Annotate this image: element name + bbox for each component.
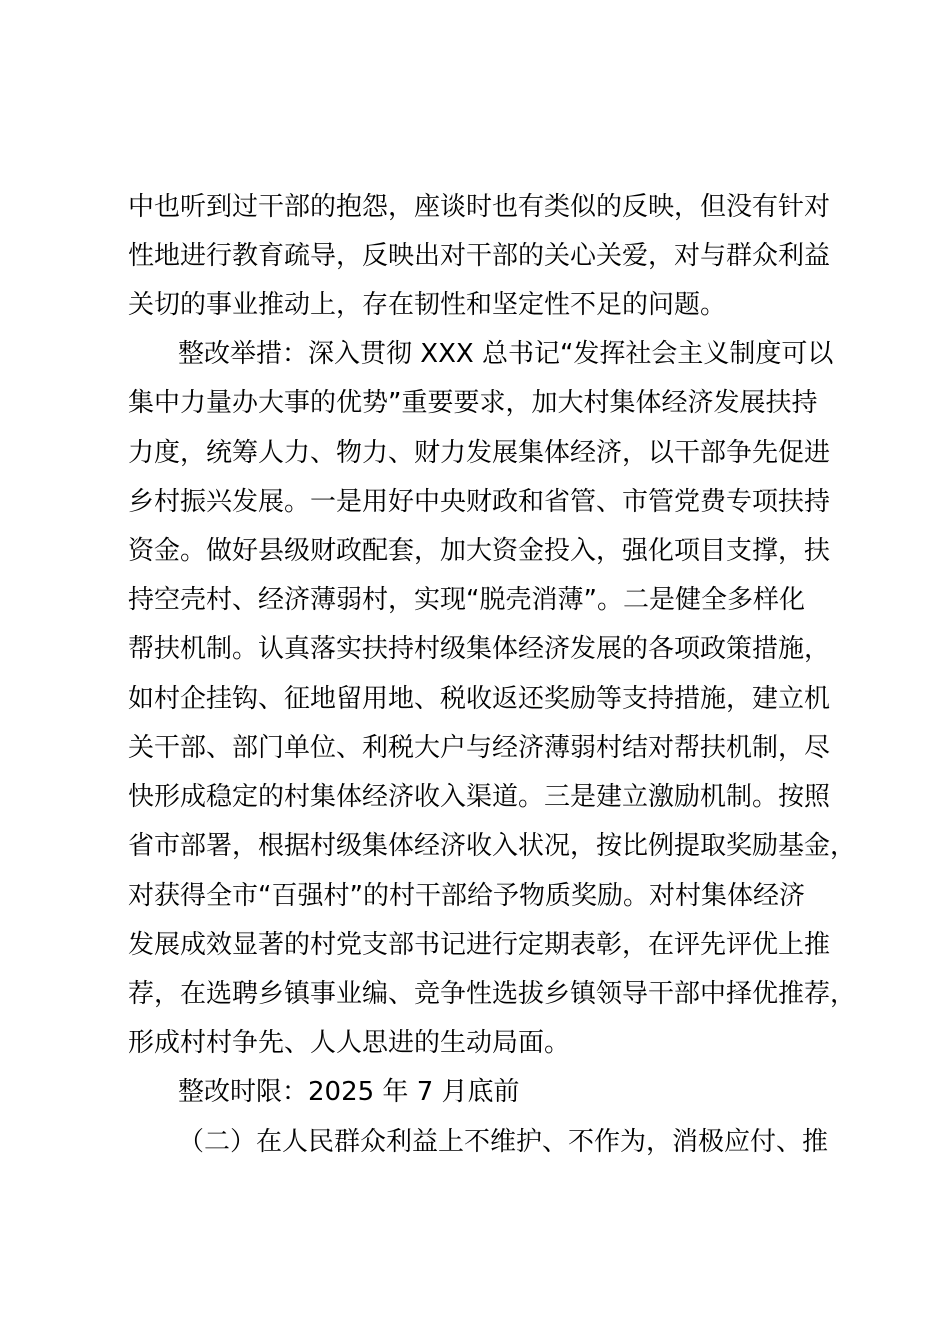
text-line: 荐，在选聘乡镇事业编、竞争性选拔乡镇领导干部中择优推荐，: [128, 979, 857, 1009]
text-line: 资金。做好县级财政配套，加大资金投入，强化项目支撑，扶: [128, 536, 831, 566]
text-line: 关干部、部门单位、利税大户与经济薄弱村结对帮扶机制，尽: [128, 733, 831, 763]
text-line: 关切的事业推动上，存在韧性和坚定性不足的问题。: [128, 290, 727, 320]
text-line: 省市部署，根据村级集体经济收入状况，按比例提取奖励基金，: [128, 831, 857, 861]
text-line: 性地进行教育疏导，反映出对干部的关心关爱，对与群众利益: [128, 241, 831, 271]
text-line: 持空壳村、经济薄弱村，实现“脱壳消薄”。二是健全多样化: [128, 585, 805, 615]
text-line: 发展成效显著的村党支部书记进行定期表彰，在评先评优上推: [128, 930, 831, 960]
deadline-line: 整改时限：2025 年 7 月底前: [178, 1077, 520, 1107]
paragraph-start-line: 整改举措：深入贯彻 XXX 总书记“发挥社会主义制度可以: [178, 339, 834, 369]
text-line: 力度，统筹人力、物力、财力发展集体经济，以干部争先促进: [128, 438, 831, 468]
text-line: 形成村村争先、人人思进的生动局面。: [128, 1028, 571, 1058]
section-heading-line: （二）在人民群众利益上不维护、不作为，消极应付、推: [178, 1127, 829, 1157]
text-line: 如村企挂钩、征地留用地、税收返还奖励等支持措施，建立机: [128, 684, 831, 714]
text-line: 快形成稳定的村集体经济收入渠道。三是建立激励机制。按照: [128, 782, 831, 812]
text-line: 帮扶机制。认真落实扶持村级集体经济发展的各项政策措施，: [128, 634, 831, 664]
text-line: 对获得全市“百强村”的村干部给予物质奖励。对村集体经济: [128, 881, 805, 911]
text-line: 乡村振兴发展。一是用好中央财政和省管、市管党费专项扶持: [128, 487, 831, 517]
text-line: 集中力量办大事的优势”重要要求，加大村集体经济发展扶持: [128, 388, 818, 418]
text-line: 中也听到过干部的抱怨，座谈时也有类似的反映，但没有针对: [128, 192, 831, 222]
